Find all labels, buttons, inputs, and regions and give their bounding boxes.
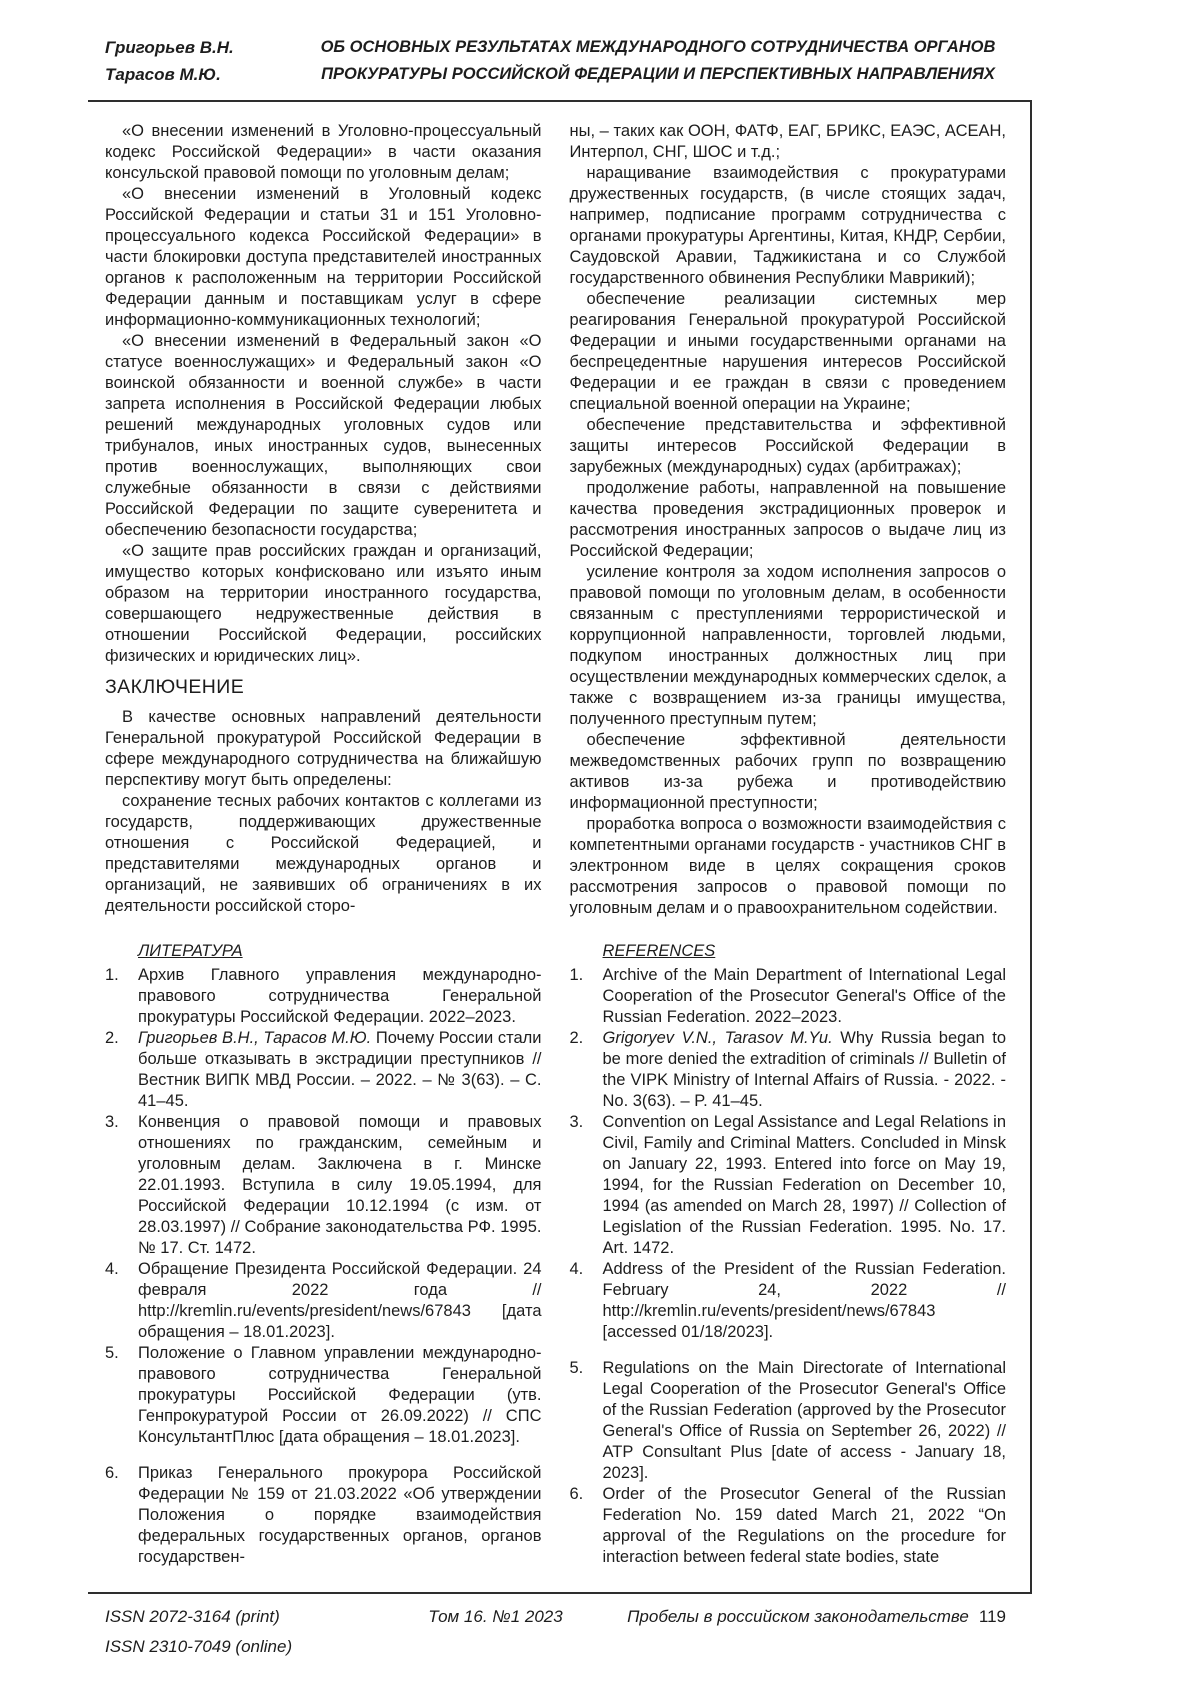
item-text: Archive of the Main Department of International Legal Cooperation of the Prosecutor General's Office of the Russian Federation. 2022–2023. [602, 966, 1006, 1026]
item-text: Convention on Legal Assistance and Legal Relations in Civil, Family and Criminal Matters. Concluded in Minsk on January 22, 1993. Entered into force on May 19, 1994, for the Russian Federation on December 10, 1994 (as amended on March 28, 1997) // Collection of Legislation of the Russian Federation. 1995. No. 17. Art. 1472. [602, 1113, 1006, 1257]
item-number: 3. [105, 1113, 119, 1131]
item-number: 5. [569, 1359, 584, 1377]
paragraph: «О внесении изменений в Уголовно-процессуальный кодекс Российской Федерации» в части оказания консульской правовой помощи по уголовным делам; [105, 122, 542, 182]
page-number: 119 [978, 1607, 1006, 1626]
journal-name: Пробелы в российском законодательстве [627, 1607, 969, 1626]
paragraph: обеспечение представительства и эффективной защиты интересов Российской Федерации в зарубежных (международных) судах (арбитражах); [569, 416, 1006, 476]
item-number: 2. [105, 1029, 119, 1047]
paper-title-line-2: ПРОКУРАТУРЫ РОССИЙСКОЙ ФЕДЕРАЦИИ И ПЕРСПЕКТИВНЫХ НАПРАВЛЕНИЯХ [321, 65, 995, 83]
paragraph: «О защите прав российских граждан и организаций, имущество которых конфисковано или изъято иным образом на территории иностранного государства, совершающего недружественные действия в отношении Российской Федерации, российских физических и юридических лиц». [105, 542, 542, 665]
reference-item [570, 1358, 1007, 1484]
item-text: Обращение Президента Российской Федерации. 24 февраля 2022 года // http://kremlin.ru/events/president/news/67843 [дата обращения – 18.01.2023]. [138, 1260, 542, 1341]
paragraph: ны, – таких как ООН, ФАТФ, ЕАГ, БРИКС, ЕАЭС, АСЕАН, Интерпол, СНГ, ШОС и т.д.; [569, 122, 1006, 161]
paper-title [310, 34, 1006, 88]
paragraph: «О внесении изменений в Уголовный кодекс Российской Федерации и статьи 31 и 151 Уголовно-процессуального кодекса Российской Федерации» в части блокировки доступа представителей иностранных органов к расположенным на территории Российской Федерации данным и поставщикам услуг в сфере информационно-коммуникационных технологий; [105, 185, 542, 329]
item-text: Архив Главного управления международно-правового сотрудничества Генеральной прокуратуры Российской Федерации. 2022–2023. [138, 966, 542, 1026]
item-number: 4. [569, 1260, 584, 1278]
item-number: 2. [569, 1029, 584, 1047]
literature-item [105, 1259, 542, 1343]
journal-name-and-page [586, 1602, 1006, 1632]
conclusion-heading: ЗАКЛЮЧЕНИЕ [105, 676, 245, 698]
reference-item [570, 1112, 1007, 1259]
paper-title-line-1: ОБ ОСНОВНЫХ РЕЗУЛЬТАТАХ МЕЖДУНАРОДНОГО СОТРУДНИЧЕСТВА ОРГАНОВ [320, 38, 996, 56]
item-text: Конвенция о правовой помощи и правовых отношениях по гражданским, семейным и уголовным делам. Заключена в г. Минске 22.01.1993. Вступила в силу 19.05.1994, для Российской Федерации 10.12.1994 (с изм. от 28.03.1997) // Собрание законодательства РФ. 1995. № 17. Ст. 1472. [138, 1113, 542, 1257]
item-text: Order of the Prosecutor General of the Russian Federation No. 159 dated March 21, 2022 “On approval of the Regulations on the procedure for interaction between federal state bodies, state [602, 1485, 1006, 1566]
item-number: 1. [569, 966, 584, 984]
reference-item [570, 1259, 1007, 1343]
author-name-1: Григорьев В.Н. [105, 38, 234, 57]
item-text: Address of the President of the Russian Federation. February 24, 2022 // http://kremlin.ru/events/president/news/67843 [accessed 01/18/2023]. [602, 1260, 1006, 1341]
references-column [570, 941, 1007, 1568]
item-number: 6. [105, 1464, 119, 1482]
content-area [88, 102, 1032, 1592]
bottom-rule [88, 1592, 1032, 1594]
item-text: Приказ Генерального прокурора Российской Федерации № 159 от 21.03.2022 «Об утверждении Положения о порядке взаимодействия федеральных государственных органов, органов государствен- [138, 1464, 542, 1566]
reference-item [570, 1484, 1007, 1568]
references-heading: REFERENCES [602, 942, 716, 960]
item-number: 3. [569, 1113, 584, 1131]
literature-item [105, 965, 542, 1028]
issn-online: ISSN 2310-7049 (online) [105, 1637, 293, 1656]
literature-item [105, 1343, 542, 1448]
body-right-column [570, 121, 1007, 919]
page-footer [88, 1602, 1032, 1662]
literature-item [105, 1112, 542, 1259]
paragraph: сохранение тесных рабочих контактов с коллегами из государств, поддерживающих дружественные отношения с Российской Федерацией, и представителями международных органов и организаций, не заявивших об ограничениях в их деятельности российской сторо- [105, 792, 542, 915]
paragraph: В качестве основных направлений деятельности Генеральной прокуратурой Российской Федерации в сфере международного сотрудничества на ближайшую перспективу могут быть определены: [105, 708, 542, 789]
item-text: Положение о Главном управлении международно-правового сотрудничества Генеральной прокуратуры Российской Федерации (утв. Генпрокуратурой России от 26.09.2022) // СПС КонсультантПлюс [дата обращения – 18.01.2023]. [138, 1344, 542, 1446]
author-name-2: Тарасов М.Ю. [105, 65, 221, 84]
author-names [105, 34, 310, 88]
item-text: Григорьев В.Н., Тарасов М.Ю. Почему России стали больше отказывать в экстрадиции преступников // Вестник ВИПК МВД России. – 2022. – № 3(63). – С. 41–45. [138, 1029, 542, 1110]
issn-print: ISSN 2072-3164 (print) [105, 1607, 280, 1626]
volume-issue: Том 16. №1 2023 [428, 1607, 563, 1626]
footer-row-2 [105, 1632, 1006, 1662]
paragraph: обеспечение реализации системных мер реагирования Генеральной прокуратурой Российской Федерации и иными государственными органами на беспрецедентные нарушения интересов Российской Федерации и ее граждан в связи с проведением специальной военной операции на Украине; [569, 290, 1006, 413]
item-number: 4. [105, 1260, 119, 1278]
reference-item [570, 1028, 1007, 1112]
body-text [105, 121, 1006, 919]
literature-item [105, 1463, 542, 1568]
page-header [88, 34, 1032, 100]
reference-item [570, 965, 1007, 1028]
item-number: 1. [105, 966, 119, 984]
body-left-column [105, 121, 542, 919]
paragraph: «О внесении изменений в Федеральный закон «О статусе военнослужащих» и Федеральный закон «О воинской обязанности и военной службе» в части запрета исполнения в Российской Федерации любых решений международных уголовных судов или трибуналов, иных иностранных судов, вынесенных против военнослужащих, выполняющих свои служебные обязанности в связи с действиями Российской Федерации по защите суверенитета и обеспечению безопасности государства; [105, 332, 542, 539]
paragraph: проработка вопроса о возможности взаимодействия с компетентными органами государств - участников СНГ в электронном виде в целях сокращения сроков рассмотрения запросов о правовой помощи по уголовным делам и о правоохранительном содействии. [569, 815, 1006, 917]
item-text: Grigoryev V.N., Tarasov M.Yu. Why Russia began to be more denied the extradition of criminals // Bulletin of the VIPK Ministry of Internal Affairs of Russia. - 2022. - No. 3(63). – P. 41–45. [602, 1029, 1006, 1110]
paragraph: обеспечение эффективной деятельности межведомственных рабочих групп по возвращению активов из-за рубежа и противодействию информационной преступности; [569, 731, 1006, 812]
paragraph: усиление контроля за ходом исполнения запросов о правовой помощи по уголовным делам, в особенности связанным с преступлениями террористической и коррупционной направленности, торговлей людьми, подкупом иностранных должностных лиц при осуществлении международных коммерческих сделок, а также с возвращением из-за границы имущества, полученного преступным путем; [569, 563, 1006, 728]
item-number: 6. [569, 1485, 584, 1503]
literature-column [105, 941, 542, 1568]
paragraph: наращивание взаимодействия с прокуратурами дружественных государств, (в числе стоящих задач, например, подписание программ сотрудничества с органами прокуратуры Аргентины, Китая, КНДР, Сербии, Саудовской Аравии, Таджикистана и со Службой государственного обвинения Республики Маврикий); [569, 164, 1006, 287]
bibliography [105, 941, 1006, 1568]
item-text: Regulations on the Main Directorate of International Legal Cooperation of the Prosecutor General's Office of the Russian Federation (approved by the Prosecutor General's Office of Russia on September 26, 2022) // ATP Consultant Plus [date of access - January 18, 2023]. [602, 1359, 1006, 1482]
paragraph: продолжение работы, направленной на повышение качества проведения экстрадиционных проверок и рассмотрения иностранных запросов о выдаче лиц из Российской Федерации; [569, 479, 1006, 560]
literature-item [105, 1028, 542, 1112]
footer-row-1 [105, 1602, 1006, 1632]
literature-heading: ЛИТЕРАТУРА [138, 942, 243, 960]
vertical-rule [1030, 102, 1032, 1592]
item-number: 5. [105, 1344, 119, 1362]
